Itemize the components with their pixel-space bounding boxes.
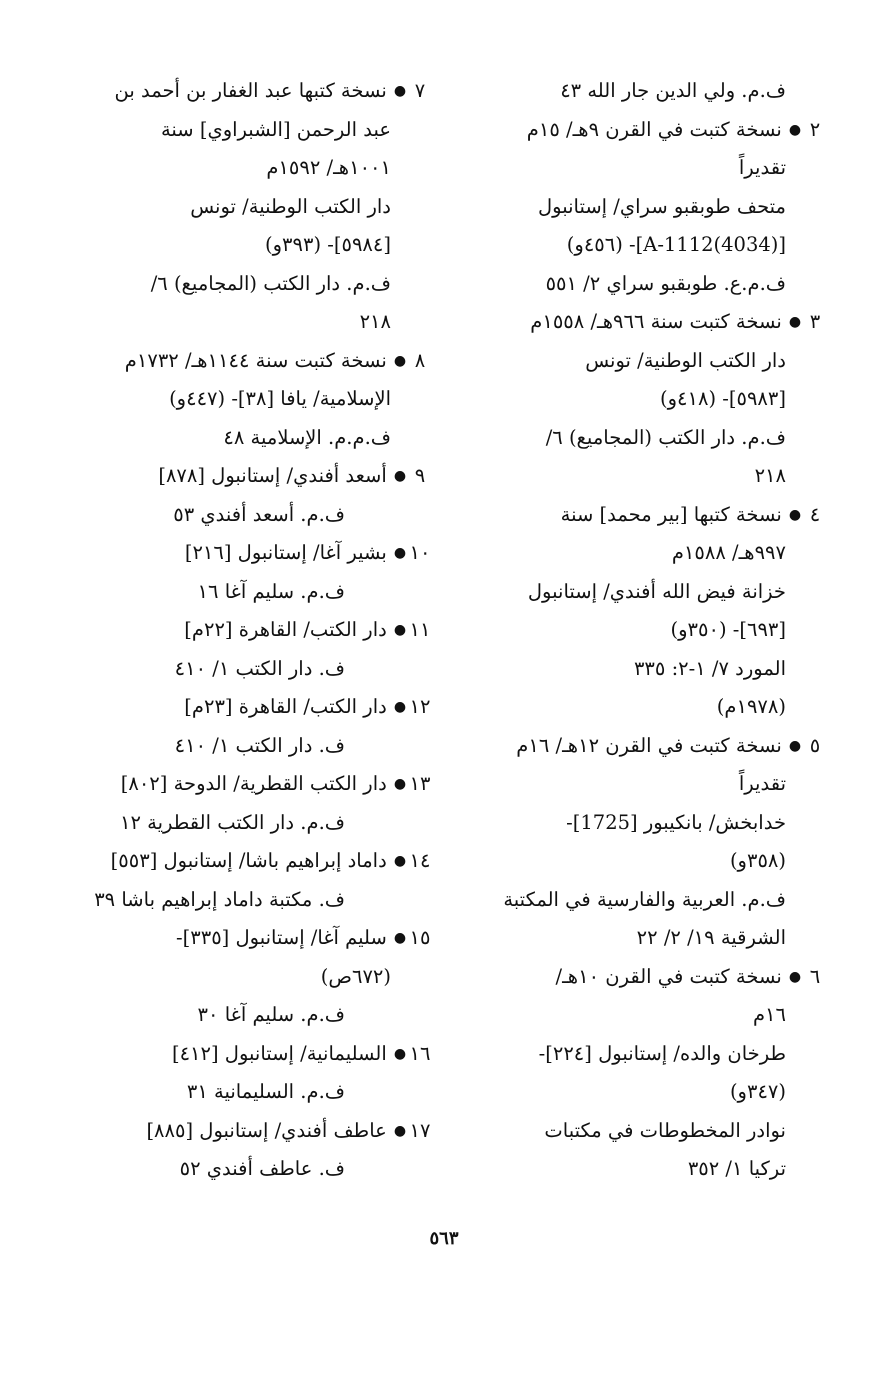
right-entry-line: المورد ٧/ ١-٢: ٣٣٥ [633, 656, 786, 680]
right-entry-line: (٣٤٧و) [729, 1080, 786, 1103]
left-entry-line: ١٠٠١هـ/ ١٥٩٢م [266, 156, 391, 179]
left-entry-heading [88, 688, 433, 727]
entry-text: داماد إبراهيم باشا/ إستانبول [٥٥٣] [110, 849, 387, 872]
right-entry-line: ف.م. ولي الدين جار الله ٤٣ [560, 79, 786, 102]
left-entry-heading [88, 1112, 433, 1151]
left-entry-line: ف. عاطف أفندي ٥٢ [179, 1157, 345, 1180]
bullet-icon: ● [788, 968, 802, 985]
entry-text: نسخة كتبت في القرن ١٠هـ/ [555, 964, 782, 988]
entry-text: عاطف أفندي/ إستانبول [٨٨٥] [146, 1118, 387, 1142]
entry-text: دار الكتب القطرية/ الدوحة [٨٠٢] [120, 772, 387, 795]
entry-text: نسخة كتبت سنة ٩٦٦هـ/ ١٥٥٨م [530, 310, 782, 333]
left-entry-line: دار الكتب الوطنية/ تونس [190, 194, 391, 218]
entry-number: ٣ [809, 310, 821, 333]
bullet-icon: ● [393, 468, 407, 484]
entry-number: ١٠ [409, 541, 431, 564]
entry-text: نسخة كتبها عبد الغفار بن أحمد بن [114, 79, 387, 102]
right-entry-line: ف.م. العربية والفارسية في المكتبة [503, 887, 786, 911]
right-entry-line: تقديراً [738, 772, 786, 795]
right-entry-heading [483, 496, 828, 535]
bullet-icon: ● [393, 853, 407, 869]
entry-number: ١٣ [409, 772, 431, 795]
right-entry-line: ٩٩٧هـ/ ١٥٨٨م [671, 541, 786, 564]
right-entry-heading [483, 958, 828, 997]
right-entry-line: (١٩٧٨م) [716, 695, 786, 718]
left-entry-line: عبد الرحمن [الشبراوي] سنة [160, 117, 391, 141]
left-entry-line: (٦٧٢ص) [320, 964, 391, 988]
entry-number: ٤ [809, 502, 821, 526]
left-entry-heading [88, 72, 433, 111]
left-entry-heading [88, 457, 433, 496]
right-entry-line: خدابخش/ بانكيبور [1725]- [566, 810, 786, 834]
page-number: ٥٦٣ [429, 1228, 459, 1249]
entry-number: ٦ [809, 964, 821, 988]
right-entry-line: ١٦م [752, 1003, 786, 1026]
entry-number: ٥ [809, 733, 821, 757]
entry-text: نسخة كتبت في القرن ٩هـ/ ١٥م [526, 117, 782, 141]
right-entry-line: نوادر المخطوطات في مكتبات [544, 1118, 786, 1142]
entry-text: نسخة كتبت في القرن ١٢هـ/ ١٦م [516, 733, 782, 757]
right-entry-line: ف.م.ع. طوبقبو سراي ٢/ ٥٥١ [545, 271, 786, 295]
bullet-icon: ● [393, 776, 407, 792]
right-entry-line: تركيا ١/ ٣٥٢ [687, 1157, 786, 1180]
bullet-icon: ● [393, 352, 407, 369]
entry-number: ٢ [809, 117, 821, 141]
entry-text: أسعد أفندي/ إستانبول [٨٧٨] [158, 464, 387, 487]
right-entry-heading [483, 727, 828, 766]
right-entry-heading [483, 111, 828, 150]
left-entry-line: ف. دار الكتب ١/ ٤١٠ [174, 733, 345, 757]
bullet-icon: ● [393, 622, 407, 638]
bullet-icon: ● [393, 699, 407, 715]
left-entry-line: ف.م. أسعد أفندي ٥٣ [173, 502, 345, 526]
entry-number: ١٥ [409, 926, 431, 949]
entry-number: ١٢ [409, 695, 431, 718]
left-entry-line: ف.م.م. الإسلامية ٤٨ [223, 425, 391, 449]
right-entry-line: متحف طوبقبو سراي/ إستانبول [537, 194, 786, 218]
left-entry-line: ف. مكتبة داماد إبراهيم باشا ٣٩ [94, 887, 345, 911]
left-entry-line: ف.م. دار الكتب القطرية ١٢ [120, 810, 345, 834]
entry-text: سليم آغا/ إستانبول [٣٣٥]- [176, 926, 387, 949]
left-entry-line: ف.م. السليمانية ٣١ [186, 1080, 345, 1103]
right-entry-line: [٦٩٣]- (٣٥٠و) [670, 618, 786, 641]
entry-number: ٩ [414, 464, 426, 487]
right-entry-line: خزانة فيض الله أفندي/ إستانبول [527, 579, 786, 603]
right-entry-line: دار الكتب الوطنية/ تونس [585, 348, 786, 372]
left-entry-line: ٢١٨ [359, 310, 391, 333]
entry-number: ١١ [409, 618, 431, 641]
right-entry-line: (٣٥٨و) [729, 849, 786, 872]
bullet-icon: ● [788, 506, 802, 523]
left-entry-line: ف. دار الكتب ١/ ٤١٠ [174, 656, 345, 680]
right-column [483, 72, 828, 1189]
left-entry-heading [88, 342, 433, 381]
left-entry-heading [88, 611, 433, 650]
left-entry-line: الإسلامية/ يافا [٣٨]- (٤٤٧و) [169, 387, 391, 410]
entry-text: نسخة كتبها [بير محمد] سنة [560, 502, 782, 526]
bullet-icon: ● [393, 83, 407, 99]
entry-text: دار الكتب/ القاهرة [٢٣م] [184, 695, 387, 718]
bullet-icon: ● [393, 930, 407, 946]
right-entry-line: الشرقية ١٩/ ٢/ ٢٢ [636, 926, 786, 949]
right-entry-line: طرخان والده/ إستانبول [٢٢٤]- [538, 1041, 786, 1065]
right-entry-line: [A-1112(4034)]- (٤٥٦و) [566, 233, 786, 256]
entry-text: نسخة كتبت سنة ١١٤٤هـ/ ١٧٣٢م [124, 348, 387, 372]
entry-number: ٨ [414, 348, 426, 372]
left-entry-line: ف.م. سليم آغا ١٦ [197, 579, 345, 603]
bullet-icon: ● [393, 1045, 407, 1062]
entry-number: ١٦ [409, 1041, 431, 1065]
entry-number: ٧ [414, 79, 426, 102]
bullet-icon: ● [393, 545, 407, 561]
left-entry-line: ف.م. دار الكتب (المجاميع) ٦/ [150, 271, 391, 295]
right-entry-line: ف.م. دار الكتب (المجاميع) ٦/ [545, 425, 786, 449]
entry-text: دار الكتب/ القاهرة [٢٢م] [184, 618, 387, 641]
right-entry-line: تقديراً [738, 156, 786, 179]
left-entry-heading [88, 534, 433, 573]
left-entry-line: [٥٩٨٤]- (٣٩٣و) [265, 233, 391, 256]
left-entry-line: ف.م. سليم آغا ٣٠ [197, 1003, 345, 1026]
left-column [88, 72, 433, 1189]
bullet-icon: ● [788, 314, 802, 330]
right-entry-line: [٥٩٨٣]- (٤١٨و) [660, 387, 786, 410]
entry-text: بشير آغا/ إستانبول [٢١٦] [184, 541, 387, 564]
entry-number: ١٧ [409, 1118, 431, 1142]
bullet-icon: ● [788, 737, 802, 754]
left-entry-heading [88, 1035, 433, 1074]
entry-text: السليمانية/ إستانبول [٤١٢] [171, 1041, 387, 1065]
left-entry-heading [88, 765, 433, 804]
left-entry-heading [88, 842, 433, 881]
bullet-icon: ● [393, 1122, 407, 1139]
entry-number: ١٤ [409, 849, 431, 872]
right-entry-heading [483, 303, 828, 342]
right-entry-line: ٢١٨ [754, 464, 786, 487]
left-entry-heading [88, 919, 433, 958]
bullet-icon: ● [788, 121, 802, 138]
